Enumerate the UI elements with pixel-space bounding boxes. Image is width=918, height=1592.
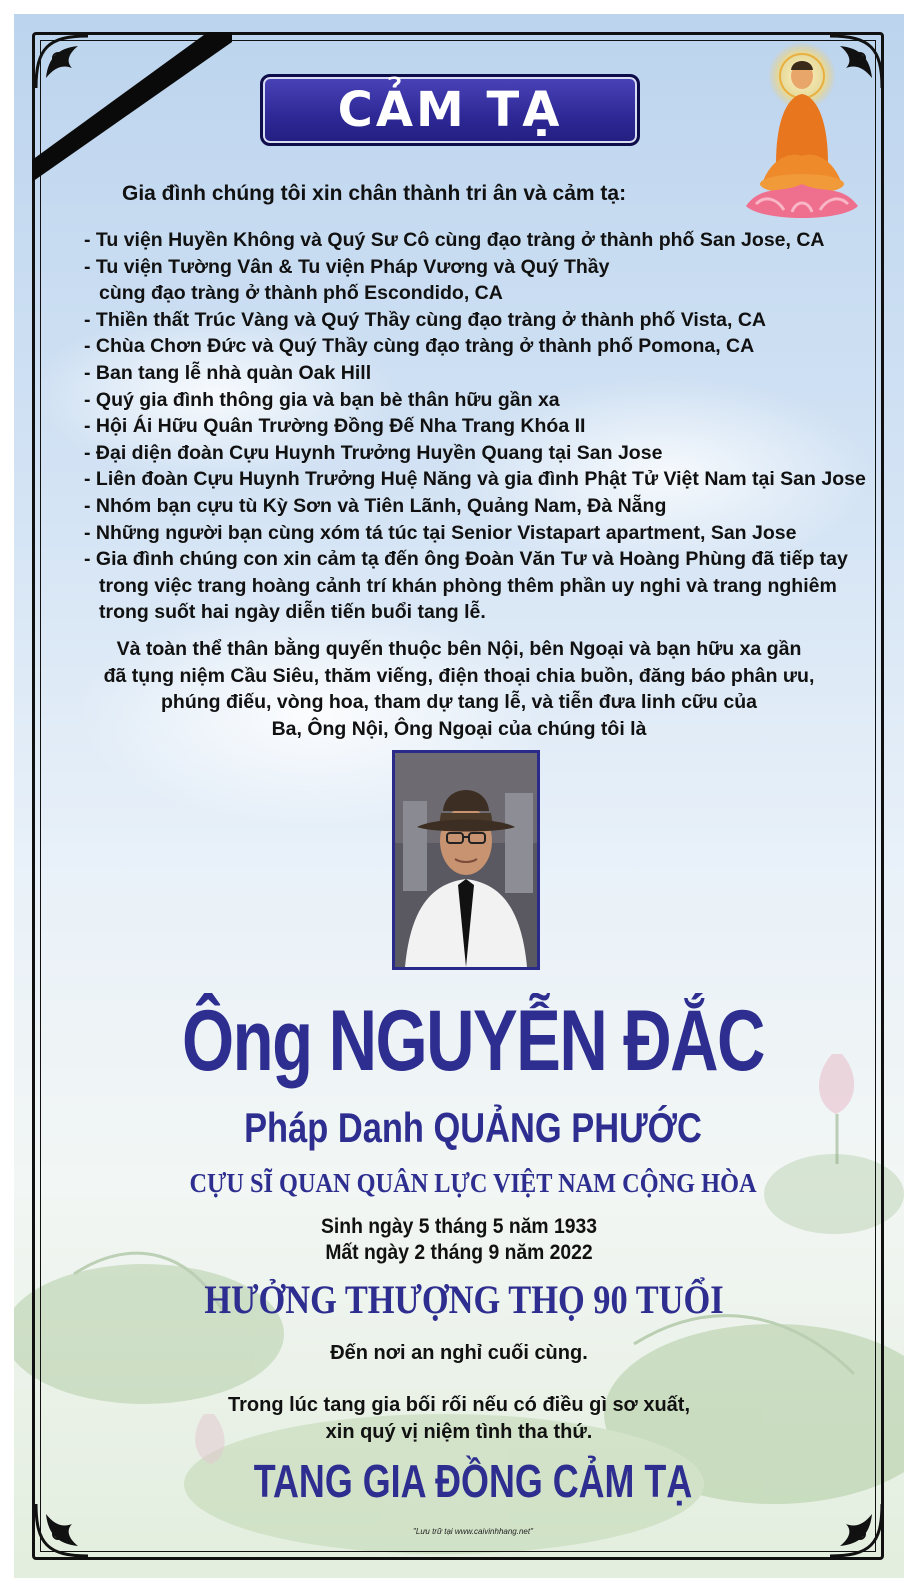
apology-line: Trong lúc tang gia bối rối nếu có điều gì sơ xuất, (227, 1394, 691, 1416)
rest-line: Đến nơi an nghỉ cuối cùng. (330, 1342, 588, 1364)
thanks-list-item (84, 413, 866, 440)
thanks-line: - Những người bạn cùng xóm tá túc tại Senior Vistapart apartment, San Jose (84, 521, 797, 544)
thanks-list-item (84, 387, 866, 414)
thanks-line: - Tu viện Huyền Không và Quý Sư Cô cùng đạo tràng ở thành phố San Jose, CA (84, 229, 825, 251)
apology-text (14, 1392, 904, 1446)
thanks-line: trong việc trang hoàng cảnh trí khán phòng thêm phần uy nghi và trang nghiêm (99, 574, 837, 597)
thanks-list (84, 227, 866, 626)
intro-text: Gia đình chúng tôi xin chân thành tri ân và cảm tạ: (122, 182, 627, 205)
closing-signature: TANG GIA ĐỒNG CẢM TẠ (253, 1455, 693, 1507)
thanks-line: - Đại diện đoàn Cựu Huynh Trưởng Huyền Quang tại San Jose (84, 441, 663, 464)
thanks-list-item (84, 546, 866, 626)
thanks-list-item (84, 493, 866, 520)
age-at-death: HƯỞNG THƯỢNG THỌ 90 TUỔI (204, 1277, 724, 1322)
paragraph-line: đã tụng niệm Cầu Siêu, thăm viếng, điện thoại chia buồn, đăng báo phân ưu, (103, 664, 815, 687)
thanks-list-item (84, 466, 866, 493)
thanks-line: - Thiền thất Trúc Vàng và Quý Thầy cùng đạo tràng ở thành phố Vista, CA (84, 308, 766, 331)
apology-line: xin quý vị niệm tình tha thứ. (325, 1421, 593, 1443)
thanks-list-item (84, 254, 866, 307)
birth-date: Sinh ngày 5 tháng 5 năm 1933 (321, 1215, 597, 1238)
thanks-list-item (84, 333, 866, 360)
paragraph-line: Và toàn thể thân bằng quyến thuộc bên Nội, bên Ngoại và bạn hữu xa gần (116, 638, 802, 660)
portrait-photo (392, 750, 540, 970)
thanks-line: - Gia đình chúng con xin cảm tạ đến ông Đoàn Văn Tư và Hoàng Phùng đã tiếp tay (84, 548, 848, 571)
thanks-line: - Hội Ái Hữu Quân Trường Đồng Đế Nha Trang Khóa II (84, 415, 586, 438)
dharma-name: Pháp Danh QUẢNG PHƯỚC (244, 1104, 702, 1151)
paragraph-line: phúng điếu, vòng hoa, tham dự tang lễ, và tiễn đưa linh cữu của (161, 691, 757, 714)
buddha-icon (732, 34, 872, 234)
obituary-card (14, 14, 904, 1578)
thanks-line: - Quý gia đình thông gia và bạn bè thân hữu gần xa (84, 388, 560, 411)
thanks-line: - Liên đoàn Cựu Huynh Trưởng Huệ Năng và gia đình Phật Tử Việt Nam tại San Jose (84, 468, 866, 491)
thanks-list-item (84, 360, 866, 387)
military-rank: CỰU SĨ QUAN QUÂN LỰC VIỆT NAM CỘNG HÒA (189, 1168, 757, 1198)
thanks-line: - Ban tang lễ nhà quàn Oak Hill (84, 361, 372, 384)
thanks-list-item (84, 307, 866, 334)
page-title: CẢM TẠ (337, 82, 563, 138)
archive-footer: "Lưu trữ tại www.caivinhhang.net" (413, 1527, 533, 1536)
thanks-line: cùng đạo tràng ở thành phố Escondido, CA (99, 282, 503, 305)
thanks-line: - Tu viện Tường Vân & Tu viện Pháp Vương và Quý Thầy (84, 255, 610, 278)
thanks-list-item (84, 227, 866, 254)
mourning-ribbon-icon (32, 32, 232, 192)
death-date: Mất ngày 2 tháng 9 năm 2022 (325, 1241, 593, 1264)
life-dates (50, 1214, 869, 1266)
acknowledgement-paragraph (54, 636, 864, 742)
thanks-list-item (84, 440, 866, 467)
thanks-line: - Nhóm bạn cựu tù Kỳ Sơn và Tiên Lãnh, Quảng Nam, Đà Nẵng (84, 494, 667, 517)
paragraph-line: Ba, Ông Nội, Ông Ngoại của chúng tôi là (271, 717, 647, 740)
deceased-name: Ông NGUYỄN ĐẮC (182, 993, 764, 1089)
thanks-list-item (84, 520, 866, 547)
title-banner (260, 74, 640, 146)
thanks-line: trong suốt hai ngày diễn tiến buổi tang lễ. (99, 601, 486, 624)
thanks-line: - Chùa Chơn Đức và Quý Thầy cùng đạo tràng ở thành phố Pomona, CA (84, 335, 755, 358)
